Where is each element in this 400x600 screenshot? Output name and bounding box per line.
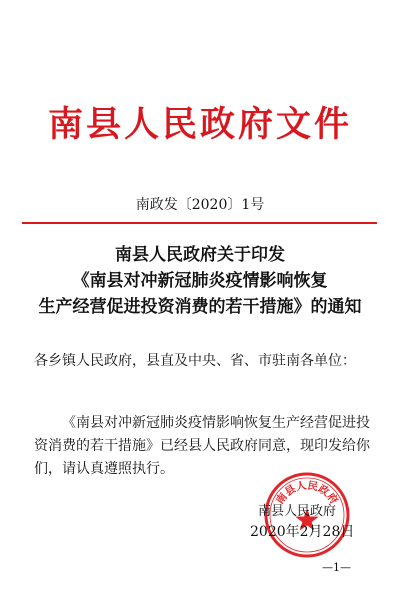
salutation: 各乡镇人民政府，县直及中央、省、市驻南各单位：	[34, 353, 356, 369]
document-number: 南政发〔2020〕1号	[135, 197, 265, 213]
red-divider-line	[22, 222, 377, 224]
notice-title-line-2: 《南县对冲新冠肺炎疫情影响恢复	[72, 271, 328, 291]
notice-title	[0, 242, 400, 320]
signature-date: 2020年2月28日	[250, 524, 355, 540]
body-paragraph: 《南县对冲新冠肺炎疫情影响恢复生产经营促进投资消费的若干措施》已经县人民政府同意，现印发给你们，请认真遵照执行。	[34, 415, 370, 477]
page-number: —1—	[322, 561, 351, 574]
document-masthead: 南县人民政府文件	[47, 104, 352, 145]
signature-organization: 南县人民政府	[258, 504, 337, 519]
notice-title-line-1: 南县人民政府关于印发	[115, 245, 285, 265]
seal-arc-text: 南县人民政府	[274, 479, 340, 507]
notice-title-line-3: 生产经营促进投资消费的若干措施》的通知	[38, 297, 362, 317]
